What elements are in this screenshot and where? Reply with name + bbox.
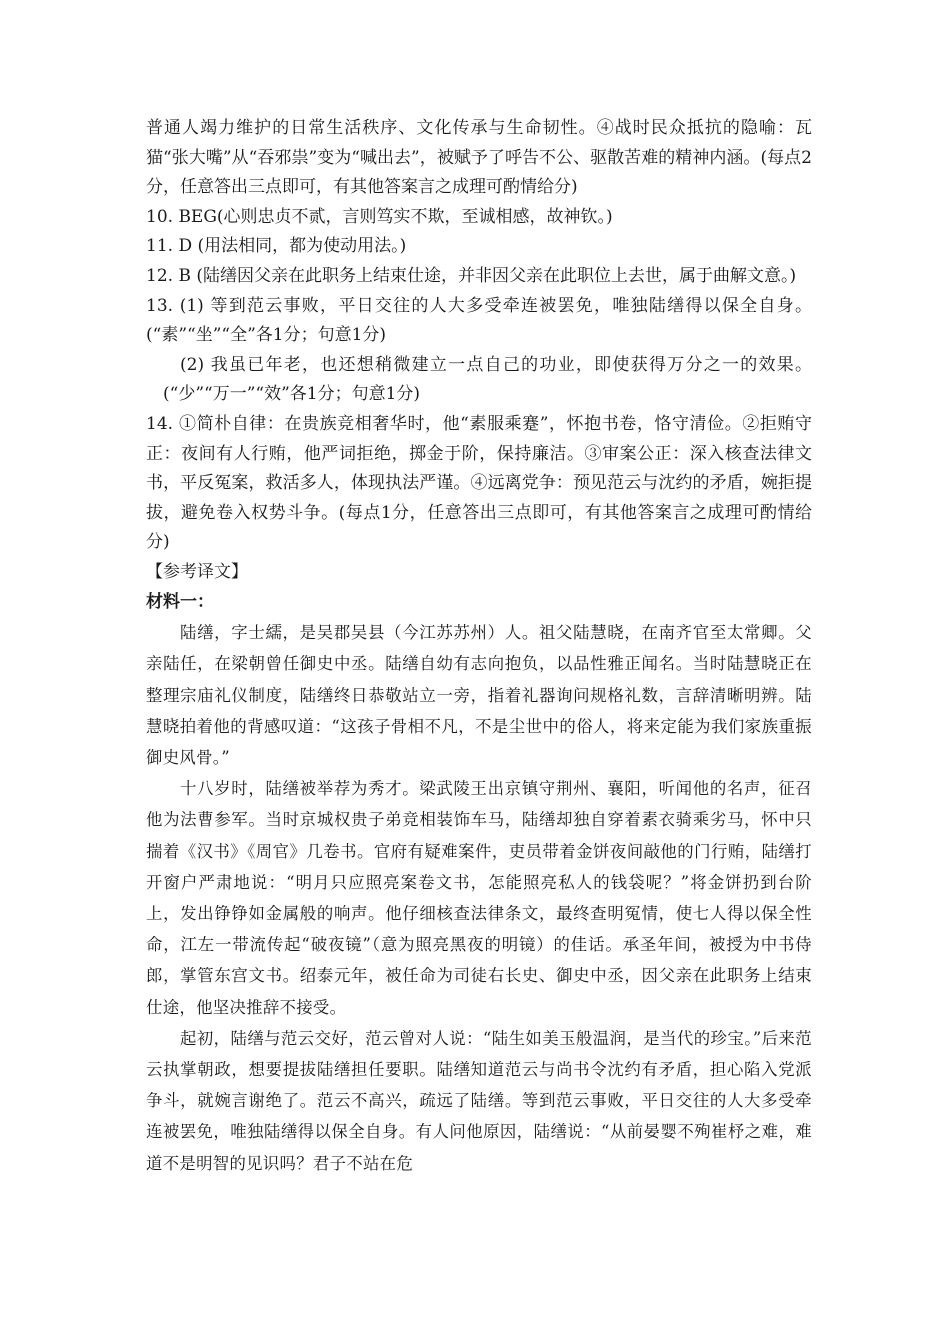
translation-paragraph: 十八岁时，陆缮被举荐为秀才。梁武陵王出京镇守荆州、襄阳，听闻他的名声，征召他为法曹参军。当时京城权贵子弟竞相装饰车马，陆缮却独自穿着素衣骑乘劣马，怀中只揣着《汉书》《周官》几卷书。官府有疑难案件，吏员带着金饼夜间敲他的门行贿，陆缮打开窗户严肃地说：“明月只应照亮案卷文书，怎能照亮私人的钱袋呢？”将金饼扔到台阶上，发出铮铮如金属般的响声。他仔细核查法律条文，最终查明冤情，使七人得以保全性命，江左一带流传起“破夜镜”（意为照亮黑夜的明镜）的佳话。承圣年间，被授为中书侍郎，掌管东宫文书。绍泰元年，被任命为司徒右长史、御史中丞，因父亲在此职务上结束仕途，他坚决推辞不接受。 [146,779,812,1017]
translation-paragraph: 起初，陆缮与范云交好，范云曾对人说：“陆生如美玉般温润，是当代的珍宝。”后来范云执掌朝政，想要提拔陆缮担任要职。陆缮知道范云与尚书令沈约有矛盾，担心陷入党派争斗，就婉言谢绝了。范云不高兴，疏远了陆缮。等到范云事败，平日交往的人大多受牵连被罢免，唯独陆缮得以保全自身。有人问他原因，陆缮说：“从前晏婴不殉崔杼之难，难道不是明智的见识吗？君子不站在危 [146,1028,812,1173]
answer-11: 11. D (用法相同，都为使动用法。) [146,236,407,257]
section-title: 【参考译文】 [146,561,248,582]
answer-12: 12. B (陆缮因父亲在此职务上结束仕途，并非因父亲在此职位上去世，属于曲解文意。) [146,265,797,286]
material-title: 材料一： [146,591,214,612]
document-page [146,114,812,1179]
answer-9-continued: 普通人竭力维护的日常生活秩序、文化传承与生命韧性。④战时民众抵抗的隐喻：瓦猫“张大嘴”从“吞邪祟”变为“喊出去”，被赋予了呼告不公、驱散苦难的精神内涵。(每点2分，任意答出三点即可，有其他答案言之成理可酌情给分) [146,118,812,198]
translation-paragraph: 陆缮，字士繻，是吴郡吴县（今江苏苏州）人。祖父陆慧晓，在南齐官至太常卿。父亲陆任，在梁朝曾任御史中丞。陆缮自幼有志向抱负，以品性雅正闻名。当时陆慧晓正在整理宗庙礼仪制度，陆缮终日恭敬站立一旁，指着礼器询问规格礼数，言辞清晰明辨。陆慧晓拍着他的背感叹道：“这孩子骨相不凡，不是尘世中的俗人，将来定能为我们家族重振御史风骨。” [146,623,812,767]
answer-10: 10. BEG(心则忠贞不贰，言则笃实不欺，至诚相感，故神钦。) [146,206,613,227]
answer-14: 14. ①简朴自律：在贵族竞相奢华时，他“素服乘蹇”，怀抱书卷，恪守清俭。②拒贿守正：夜间有人行贿，他严词拒绝，掷金于阶，保持廉洁。③审案公正：深入核查法律文书，平反冤案，救活多人，体现执法严谨。④远离党争：预见范云与沈约的矛盾，婉拒提拔，避免卷入权势斗争。(每点1分，任意答出三点即可，有其他答案言之成理可酌情给分) [146,413,812,553]
answer-13-part-1: 13. (1) 等到范云事败，平日交往的人大多受牵连被罢免，唯独陆缮得以保全自身。(“素”“坐”“全”各1分；句意1分) [146,295,812,346]
answer-13-part-2: (2) 我虽已年老，也还想稍微建立一点自己的功业，即使获得万分之一的效果。(“少”“万一”“效”各1分；句意1分) [163,354,812,405]
